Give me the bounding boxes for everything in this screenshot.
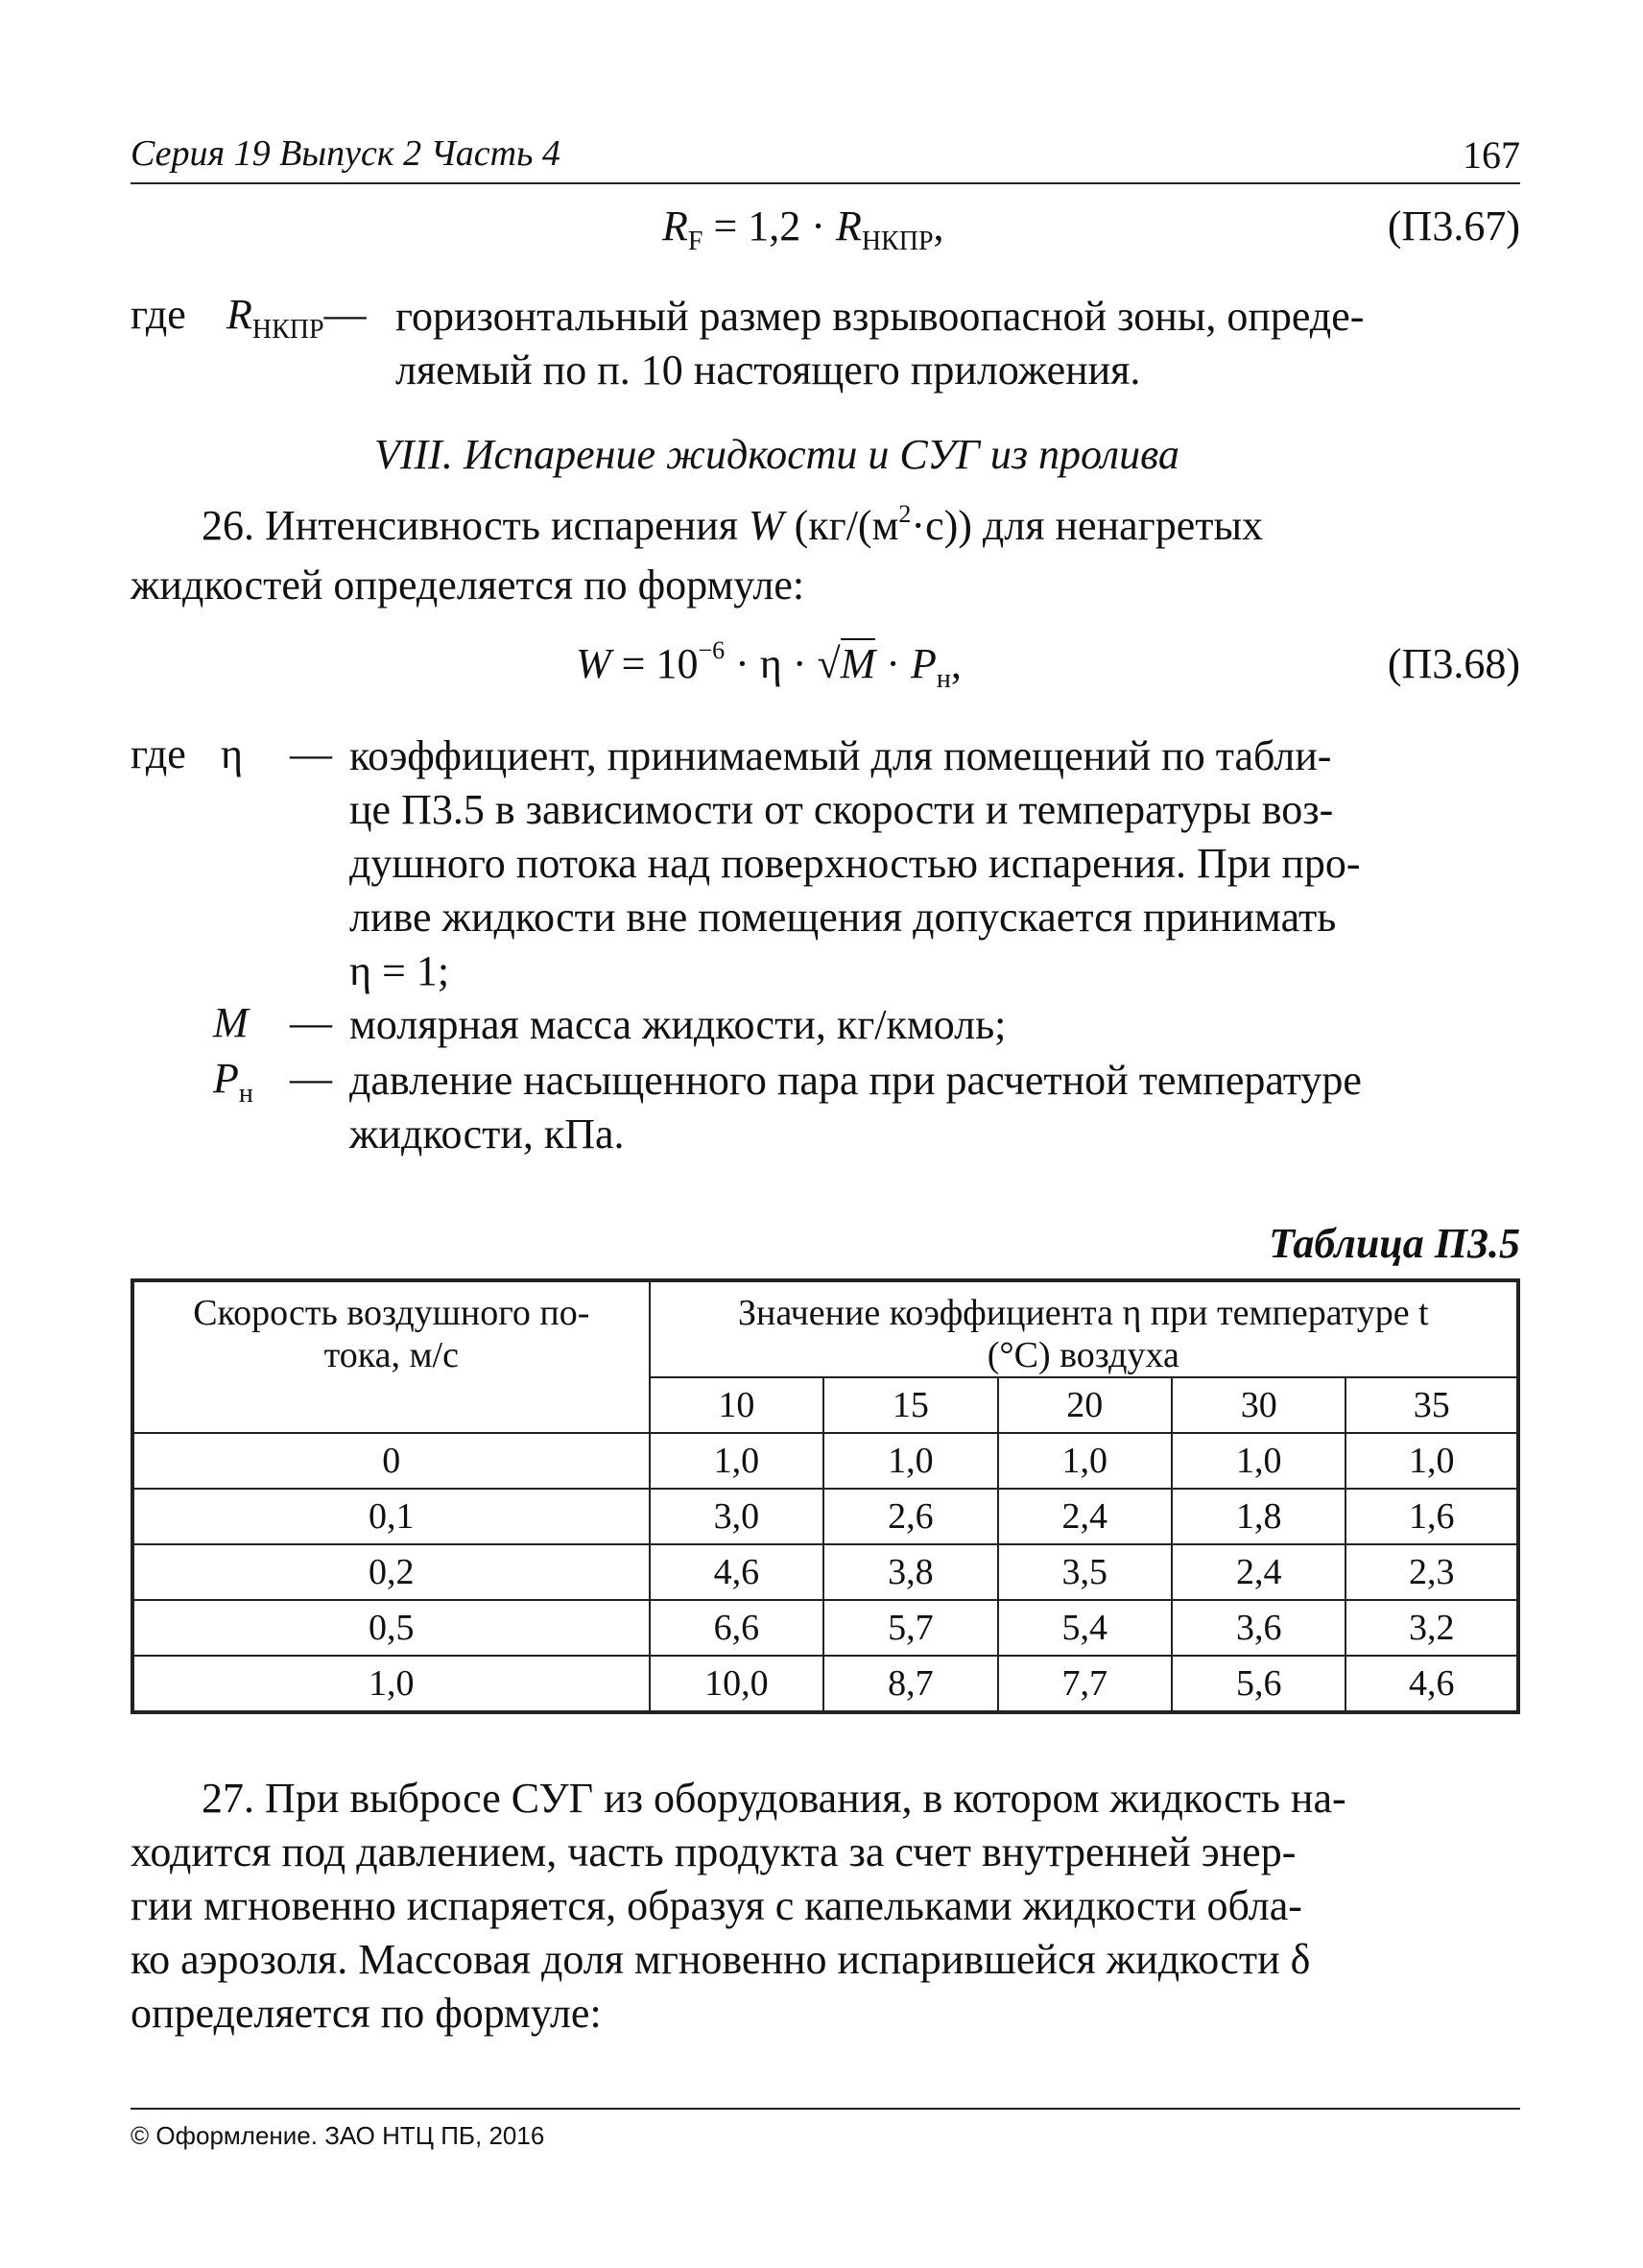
symbol-eta [221, 729, 243, 778]
value-cell: 6,6 [650, 1600, 824, 1656]
value-cell: 2,3 [1345, 1544, 1518, 1600]
def-line: душного потока над поверхностью испарения. При про- [349, 840, 1361, 887]
value-cell: 3,6 [1172, 1600, 1345, 1656]
header-line: Скорость воздушного по- [193, 1293, 590, 1333]
p-symbol: P [213, 1055, 239, 1102]
formula-dot: · [875, 640, 911, 687]
value-cell: 3,8 [823, 1544, 997, 1600]
temp-header: 20 [998, 1377, 1172, 1433]
where-label: где [131, 291, 186, 338]
value-cell: 1,0 [823, 1433, 997, 1489]
page-number: 167 [1463, 133, 1520, 177]
def-line: давление насыщенного пара при расчетной температуре [349, 1057, 1362, 1104]
value-cell: 5,7 [823, 1600, 997, 1656]
symbol-p [213, 1054, 253, 1109]
para26-line2: жидкостей определяется по формуле: [131, 561, 805, 609]
temp-header: 10 [650, 1377, 824, 1433]
def-eta-text [349, 729, 1520, 998]
page-footer: © Оформление. ЗАО НТЦ ПБ, 2016 [131, 2108, 1520, 2151]
table-row [132, 1433, 1518, 1489]
formula-p3-68 [576, 636, 962, 694]
formula-exp: −6 [698, 636, 726, 664]
where-label-68: где [131, 730, 186, 777]
table-row [132, 1600, 1518, 1656]
speed-cell: 1,0 [132, 1656, 650, 1712]
value-cell: 8,7 [823, 1656, 997, 1712]
formula-p3-67 [662, 202, 944, 256]
formula-p-sub: н [936, 664, 951, 694]
page-header [131, 125, 1520, 184]
section-title: VIII. Испарение жидкости и СУГ из пролива [374, 431, 1179, 478]
def-line: коэффициент, принимаемый для помещений по табли- [349, 732, 1332, 779]
formula-number-68: (П3.68) [1387, 640, 1520, 687]
def-line: горизонтальный размер взрывоопасной зоны, опреде- [395, 293, 1365, 340]
value-cell: 2,4 [1172, 1544, 1345, 1600]
para27-line: ко аэрозоля. Массовая доля мгновенно испарившейся жидкости δ [131, 1936, 1311, 1983]
symbol-r-sub: НКПР [251, 315, 324, 345]
paragraph-26 [131, 499, 1520, 612]
para26-text-a: 26. Интенсивность испарения [202, 502, 749, 549]
para26-sup: 2 [898, 500, 912, 528]
table-row [132, 1656, 1518, 1712]
symbol-r-nkpr [226, 290, 367, 345]
para26-w: W [748, 502, 784, 549]
table-header-row [132, 1280, 1518, 1377]
def-line: жидкости, кПа. [349, 1110, 625, 1158]
formula-eq: = 10 [610, 640, 699, 687]
def-r-nkpr-text [395, 290, 1520, 397]
para27-line: ходится под давлением, часть продукта за счет внутренней энер- [131, 1828, 1297, 1875]
value-cell: 10,0 [650, 1656, 824, 1712]
formula-mid: = 1,2 · [702, 203, 836, 250]
para27-line: гии мгновенно испаряется, образуя с капельками жидкости обла- [131, 1882, 1302, 1929]
p-dash: — [290, 1055, 332, 1102]
para26-line1 [131, 499, 1520, 559]
speed-cell: 0,1 [132, 1489, 650, 1544]
coefficient-table [131, 1278, 1520, 1714]
m-dash: — [290, 999, 332, 1046]
formula-r-sub: НКПР [861, 227, 934, 256]
value-cell: 1,0 [1345, 1433, 1518, 1489]
speed-cell: 0 [132, 1433, 650, 1489]
value-cell: 2,4 [998, 1489, 1172, 1544]
paragraph-27 [131, 1772, 1520, 2041]
def-p-text [349, 1054, 1520, 1161]
value-cell: 1,0 [1172, 1433, 1345, 1489]
value-cell: 3,2 [1345, 1600, 1518, 1656]
temp-header: 35 [1345, 1377, 1518, 1433]
formula-lhs: R [662, 203, 688, 250]
col-speed-header [132, 1280, 650, 1433]
value-cell: 3,5 [998, 1544, 1172, 1600]
formula-m: M [840, 640, 876, 687]
symbol-m: M [213, 999, 249, 1046]
col-group-header [650, 1280, 1518, 1377]
header-line: Значение коэффициента η при температуре t [737, 1293, 1429, 1333]
formula-tail: , [933, 203, 944, 250]
value-cell: 1,0 [998, 1433, 1172, 1489]
para26-text-c: ·с)) для ненагретых [911, 502, 1264, 549]
header-line: (°С) воздуха [987, 1335, 1179, 1375]
value-cell: 4,6 [650, 1544, 824, 1600]
formula-p: P [910, 640, 937, 687]
series-label: Серия 19 Выпуск 2 Часть 4 [131, 133, 560, 174]
temp-header: 30 [1172, 1377, 1345, 1433]
value-cell: 1,6 [1345, 1489, 1518, 1544]
value-cell: 1,8 [1172, 1489, 1345, 1544]
speed-cell: 0,2 [132, 1544, 650, 1600]
speed-cell: 0,5 [132, 1600, 650, 1656]
value-cell: 4,6 [1345, 1656, 1518, 1712]
formula-number-67: (П3.67) [1387, 203, 1520, 250]
header-line: тока, м/с [323, 1335, 459, 1375]
temp-header: 15 [823, 1377, 997, 1433]
formula-r: R [835, 203, 862, 250]
def-line: ливе жидкости вне помещения допускается принимать [349, 894, 1337, 941]
p-symbol-sub: н [238, 1079, 253, 1109]
def-dash: — [323, 291, 367, 338]
formula-w: W [576, 640, 611, 687]
value-cell: 1,0 [650, 1433, 824, 1489]
symbol-r: R [226, 291, 252, 338]
value-cell: 5,4 [998, 1600, 1172, 1656]
def-line: η = 1; [349, 947, 450, 994]
value-cell: 5,6 [1172, 1656, 1345, 1712]
eta-dash: — [290, 730, 332, 777]
value-cell: 3,0 [650, 1489, 824, 1544]
formula-lhs-sub: F [687, 227, 703, 256]
para27-line: 27. При выбросе СУГ из оборудования, в котором жидкость на- [202, 1775, 1346, 1822]
def-line: ляемый по п. 10 настоящего приложения. [395, 346, 1141, 394]
formula-tail-68: , [950, 640, 962, 687]
def-m-text [349, 998, 1520, 1052]
formula-rest: · η · √ [725, 640, 841, 687]
table-caption: Таблица П3.5 [1269, 1220, 1520, 1267]
value-cell: 7,7 [998, 1656, 1172, 1712]
eta-symbol: η [221, 730, 244, 777]
table-row [132, 1544, 1518, 1600]
def-line: це П3.5 в зависимости от скорости и температуры воз- [349, 786, 1334, 833]
para27-line: определяется по формуле: [131, 1990, 602, 2037]
para26-text-b: (кг/(м [783, 502, 899, 549]
value-cell: 2,6 [823, 1489, 997, 1544]
table-row [132, 1489, 1518, 1544]
def-line: молярная масса жидкости, кг/кмоль; [349, 1001, 1007, 1048]
